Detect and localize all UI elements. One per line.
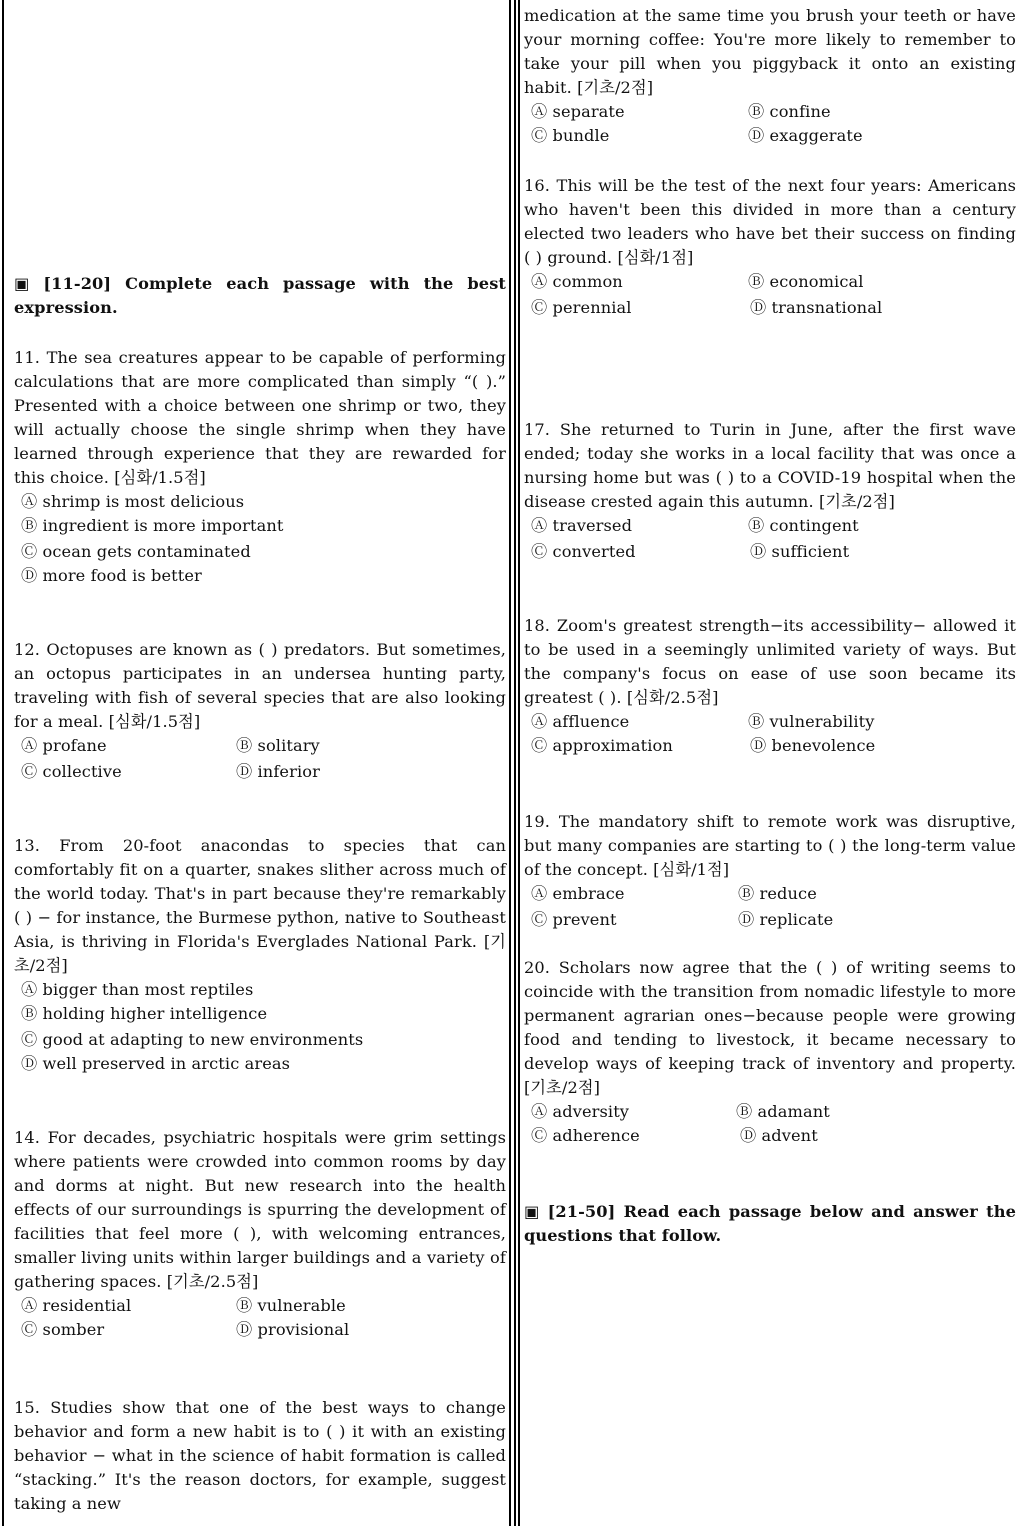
question-text: The mandatory shift to remote work was disruptive, but many companies are starting to ( ) the long-term value of the concept. [심화/1점] [524,812,1016,879]
answer-options [14,978,506,1082]
answer-options [524,1100,1016,1152]
column-divider-line [509,0,511,1526]
option-b[interactable]: Ⓑ adamant [736,1102,830,1121]
answer-options [524,710,1016,762]
option-b[interactable]: Ⓑ solitary [236,736,320,755]
section-title: [21-50] Read each passage below and answer the questions that follow. [524,1202,1016,1245]
option-a[interactable]: Ⓐ embrace [531,884,625,903]
answer-options [524,100,1016,152]
left-border-line [2,0,4,1526]
option-b[interactable]: Ⓑ reduce [738,884,817,903]
question-text: medication at the same time you brush your teeth or have your morning coffee: You're more likely to remember to take your pill when you piggyback it onto an existing habit. [기초/2점] [524,6,1016,97]
column-divider-line [514,0,516,1526]
answer-options [524,514,1016,566]
question-13 [14,834,506,1082]
option-d[interactable]: Ⓓ advent [740,1126,818,1145]
option-c[interactable]: Ⓒ adherence [531,1126,640,1145]
section-marker-icon: ▣ [14,274,30,293]
question-number: 20. [524,958,551,977]
question-text: Zoom's greatest strength−its accessibility− allowed it to be used in a seemingly unlimited variety of ways. But the company's focus on ease of use soon became its greatest ( ). [심화/2.5점] [524,616,1017,707]
question-text: The sea creatures appear to be capable of performing calculations that are more complicated than simply “( ).” Presented with a choice between one shrimp or two, they will actually choose the single shrimp when they have learned through experience that they are rewarded for this choice. [심화/1.5점] [14,348,506,487]
question-text: Studies show that one of the best ways to change behavior and form a new habit is to ( ) it with an existing behavior − what in the science of habit formation is called “stacking.” It's the reason doctors, for example, suggest taking a new [14,1398,506,1513]
section-heading [524,1200,1016,1248]
option-d[interactable]: Ⓓ exaggerate [748,126,863,145]
answer-options [14,1294,506,1346]
option-c[interactable]: Ⓒ perennial [531,298,632,317]
question-number: 11. [14,348,41,367]
question-text: For decades, psychiatric hospitals were grim settings where patients were crowded into common rooms by day and dorms at night. But new research into the health effects of our surroundings is spurring the development of facilities that feel more ( ), with welcoming entrances, smaller living units within larger buildings and a variety of gathering spaces. [기초/2.5점] [14,1128,506,1291]
question-number: 18. [524,616,551,635]
option-b[interactable]: Ⓑ vulnerable [236,1296,346,1315]
option-c[interactable]: Ⓒ approximation [531,736,673,755]
option-b[interactable]: Ⓑ ingredient is more important [21,516,284,535]
question-number: 19. [524,812,551,831]
option-a[interactable]: Ⓐ traversed [531,516,633,535]
question-text: Scholars now agree that the ( ) of writing seems to coincide with the transition from nomadic lifestyle to more permanent agrarian ones−because people were growing food and tending to livestock, it became necessary to develop ways of keeping track of inventory and property. [기초/2점] [524,958,1016,1097]
question-text: She returned to Turin in June, after the first wave ended; today she works in a local facility that was once a nursing home but was ( ) to a COVID-19 hospital when the disease crested again this autumn. [기초/2점] [524,420,1017,511]
option-b[interactable]: Ⓑ contingent [748,516,859,535]
question-14 [14,1126,506,1346]
option-c[interactable]: Ⓒ good at adapting to new environments [21,1030,364,1049]
option-d[interactable]: Ⓓ replicate [738,910,834,929]
option-d[interactable]: Ⓓ transnational [750,298,883,317]
option-a[interactable]: Ⓐ bigger than most reptiles [21,980,254,999]
option-a[interactable]: Ⓐ residential [21,1296,132,1315]
question-number: 14. [14,1128,41,1147]
option-a[interactable]: Ⓐ common [531,272,623,291]
option-b[interactable]: Ⓑ vulnerability [748,712,875,731]
question-text: Octopuses are known as ( ) predators. But sometimes, an octopus participates in an undersea hunting party, traveling with fish of several species that are also looking for a meal. [심화/1.5점] [14,640,506,731]
answer-options [14,734,506,786]
option-a[interactable]: Ⓐ separate [531,102,625,121]
section-heading [14,272,506,320]
question-number: 16. [524,176,551,195]
question-15 [14,1396,506,1516]
option-a[interactable]: Ⓐ shrimp is most delicious [21,492,245,511]
option-c[interactable]: Ⓒ collective [21,762,122,781]
option-d[interactable]: Ⓓ benevolence [750,736,876,755]
question-number: 17. [524,420,551,439]
question-12 [14,638,506,786]
option-c[interactable]: Ⓒ prevent [531,910,617,929]
option-b[interactable]: Ⓑ holding higher intelligence [21,1004,268,1023]
question-number: 15. [14,1398,41,1417]
question-text: From 20-foot anacondas to species that can comfortably fit on a quarter, snakes slither across much of the world today. That's in part because they're remarkably ( ) − for instance, the Burmese python, native to Southeast Asia, is thriving in Florida's Everglades National Park. [기초/2점] [14,836,506,975]
question-20 [524,956,1016,1152]
question-17 [524,418,1016,566]
option-d[interactable]: Ⓓ sufficient [750,542,850,561]
option-c[interactable]: Ⓒ somber [21,1320,105,1339]
question-11 [14,346,506,594]
column-divider-line [518,0,520,1526]
option-d[interactable]: Ⓓ well preserved in arctic areas [21,1054,291,1073]
section-marker-icon: ▣ [524,1202,540,1221]
section-title: [11-20] Complete each passage with the best expression. [14,274,506,317]
question-19 [524,810,1016,934]
option-a[interactable]: Ⓐ affluence [531,712,630,731]
question-18 [524,614,1016,762]
option-a[interactable]: Ⓐ adversity [531,1102,630,1121]
question-number: 13. [14,836,41,855]
option-d[interactable]: Ⓓ more food is better [21,566,202,585]
answer-options [524,270,1016,322]
option-d[interactable]: Ⓓ inferior [236,762,320,781]
option-c[interactable]: Ⓒ converted [531,542,636,561]
question-15-continued [524,4,1016,152]
option-c[interactable]: Ⓒ ocean gets contaminated [21,542,251,561]
question-16 [524,174,1016,322]
question-text: This will be the test of the next four years: Americans who haven't been this divided in more than a century elected two leaders who have bet their success on finding ( ) ground. [심화/1점] [524,176,1017,267]
option-a[interactable]: Ⓐ profane [21,736,107,755]
answer-options [14,490,506,594]
option-c[interactable]: Ⓒ bundle [531,126,610,145]
option-b[interactable]: Ⓑ confine [748,102,831,121]
option-b[interactable]: Ⓑ economical [748,272,864,291]
option-d[interactable]: Ⓓ provisional [236,1320,350,1339]
answer-options [524,882,1016,934]
question-number: 12. [14,640,41,659]
